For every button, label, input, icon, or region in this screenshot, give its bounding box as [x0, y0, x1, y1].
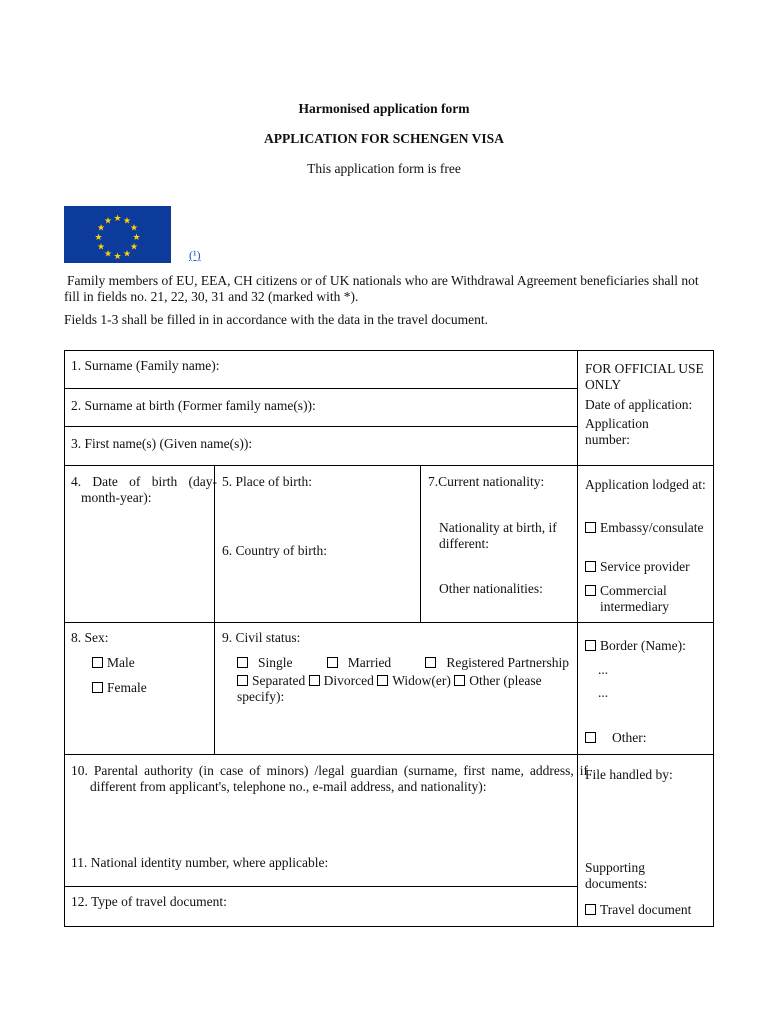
civil-married-option[interactable] — [327, 655, 391, 671]
row-divider — [64, 886, 577, 887]
official-border-dots-2: ... — [598, 685, 609, 700]
field-other-nationalities[interactable]: Other nationalities: — [439, 581, 543, 596]
svg-text:★: ★ — [96, 242, 106, 253]
svg-text:★: ★ — [113, 252, 122, 262]
field-nationality-at-birth[interactable]: Nationality at birth, if different: — [439, 520, 557, 551]
field-surname[interactable]: 1. Surname (Family name): — [71, 358, 220, 373]
official-embassy-label: Embassy/consulate — [600, 520, 704, 535]
civil-separated-label: Separated — [252, 673, 306, 688]
civil-status-row-2 — [237, 673, 573, 705]
fields-note: Fields 1-3 shall be filled in in accordance with the data in the travel document. — [64, 312, 488, 327]
sex-male-option[interactable] — [92, 655, 135, 671]
official-travel-document-option[interactable] — [585, 902, 691, 918]
checkbox-icon[interactable] — [377, 675, 388, 686]
checkbox-icon[interactable] — [585, 640, 596, 651]
field-place-of-birth[interactable]: 5. Place of birth: — [222, 474, 312, 489]
footnote-link[interactable]: (¹) — [189, 248, 201, 262]
checkbox-icon[interactable] — [237, 657, 248, 668]
official-use-heading: FOR OFFICIAL USE ONLY — [585, 361, 704, 392]
table-border-bottom — [64, 926, 714, 927]
civil-single-label: Single — [258, 655, 293, 670]
civil-married-label: Married — [347, 655, 392, 670]
sex-female-label: Female — [107, 680, 147, 695]
svg-text:★: ★ — [132, 233, 141, 243]
form-heading: APPLICATION FOR SCHENGEN VISA — [264, 131, 504, 146]
field-civil-status: 9. Civil status: — [222, 630, 301, 645]
table-border-right — [713, 350, 714, 927]
civil-registered-label: Registered Partnership — [446, 655, 569, 670]
field-parental-authority[interactable]: 10. Parental authority (in case of minors) /legal guardian (surname, first name, address, if different from applicant's, telephone no., e-mail address, and nationality): — [71, 763, 588, 794]
civil-widow-option[interactable] — [377, 673, 451, 688]
table-border-top — [64, 350, 714, 351]
official-date-of-application: Date of application: — [585, 397, 693, 412]
sex-female-option[interactable] — [92, 680, 147, 696]
official-border-label: Border (Name): — [600, 638, 686, 653]
field-surname-at-birth[interactable]: 2. Surname at birth (Former family name(s)): — [71, 398, 316, 413]
field-date-of-birth[interactable]: 4. Date of birth (day-month-year): — [71, 474, 217, 505]
civil-widow-label: Widow(er) — [392, 673, 451, 688]
civil-other-label: Other (please specify): — [237, 673, 542, 704]
svg-text:★: ★ — [113, 214, 122, 224]
official-commercial-option[interactable] — [585, 583, 709, 615]
civil-registered-option[interactable] — [425, 655, 569, 671]
row-divider — [64, 622, 714, 623]
checkbox-icon[interactable] — [425, 657, 436, 668]
svg-text:★: ★ — [103, 216, 113, 227]
official-lodged-at: Application lodged at: — [585, 477, 706, 492]
checkbox-icon[interactable] — [585, 585, 596, 596]
checkbox-icon[interactable] — [585, 732, 596, 743]
family-members-note: Family members of EU, EEA, CH citizens or of UK nationals who are Withdrawal Agreement beneficiaries shall not fill in fields no. 21, 22, 30, 31 and 32 (marked with *). — [64, 273, 699, 304]
form-subtitle: This application form is free — [307, 161, 461, 176]
official-commercial-label: Commercial intermediary — [600, 583, 669, 614]
civil-separated-option[interactable] — [237, 673, 305, 688]
eu-flag-icon — [64, 206, 171, 263]
official-file-handled-by: File handled by: — [585, 767, 673, 782]
official-service-provider-option[interactable] — [585, 559, 690, 575]
column-divider — [420, 465, 421, 622]
row-divider — [64, 388, 577, 389]
row-divider — [64, 754, 714, 755]
checkbox-icon[interactable] — [92, 657, 103, 668]
official-travel-document-label: Travel document — [600, 902, 692, 917]
field-first-names[interactable]: 3. First name(s) (Given name(s)): — [71, 436, 253, 451]
sex-male-label: Male — [107, 655, 135, 670]
checkbox-icon[interactable] — [327, 657, 338, 668]
svg-text:★: ★ — [129, 223, 139, 234]
svg-text:★: ★ — [122, 216, 132, 227]
field-country-of-birth[interactable]: 6. Country of birth: — [222, 543, 327, 558]
civil-status-row-1 — [237, 655, 569, 671]
field-national-id[interactable]: 11. National identity number, where applicable: — [71, 855, 329, 870]
checkbox-icon[interactable] — [92, 682, 103, 693]
field-travel-document-type[interactable]: 12. Type of travel document: — [71, 894, 227, 909]
svg-text:★: ★ — [122, 249, 132, 260]
official-supporting-documents: Supporting documents: — [585, 860, 648, 891]
official-application-number: Application number: — [585, 416, 649, 447]
checkbox-icon[interactable] — [309, 675, 320, 686]
official-other-option[interactable] — [585, 730, 647, 746]
civil-divorced-label: Divorced — [323, 673, 374, 688]
form-title: Harmonised application form — [298, 101, 470, 116]
checkbox-icon[interactable] — [585, 561, 596, 572]
civil-divorced-option[interactable] — [309, 673, 374, 688]
official-service-provider-label: Service provider — [600, 559, 690, 574]
official-column-divider — [577, 350, 578, 927]
svg-text:★: ★ — [129, 242, 139, 253]
checkbox-icon[interactable] — [585, 904, 596, 915]
row-divider — [64, 426, 577, 427]
checkbox-icon[interactable] — [454, 675, 465, 686]
official-embassy-option[interactable] — [585, 520, 711, 536]
civil-single-option[interactable] — [237, 655, 293, 671]
column-divider — [214, 465, 215, 755]
checkbox-icon[interactable] — [585, 522, 596, 533]
official-border-option[interactable] — [585, 638, 686, 654]
svg-text:★: ★ — [96, 223, 106, 234]
field-sex: 8. Sex: — [71, 630, 109, 645]
row-divider — [64, 465, 714, 466]
field-current-nationality[interactable]: 7.Current nationality: — [428, 474, 545, 489]
table-border-left — [64, 350, 65, 927]
svg-text:★: ★ — [103, 249, 113, 260]
official-other-label: Other: — [612, 730, 647, 745]
checkbox-icon[interactable] — [237, 675, 248, 686]
svg-text:★: ★ — [94, 233, 103, 243]
official-border-dots-1: ... — [598, 662, 609, 677]
